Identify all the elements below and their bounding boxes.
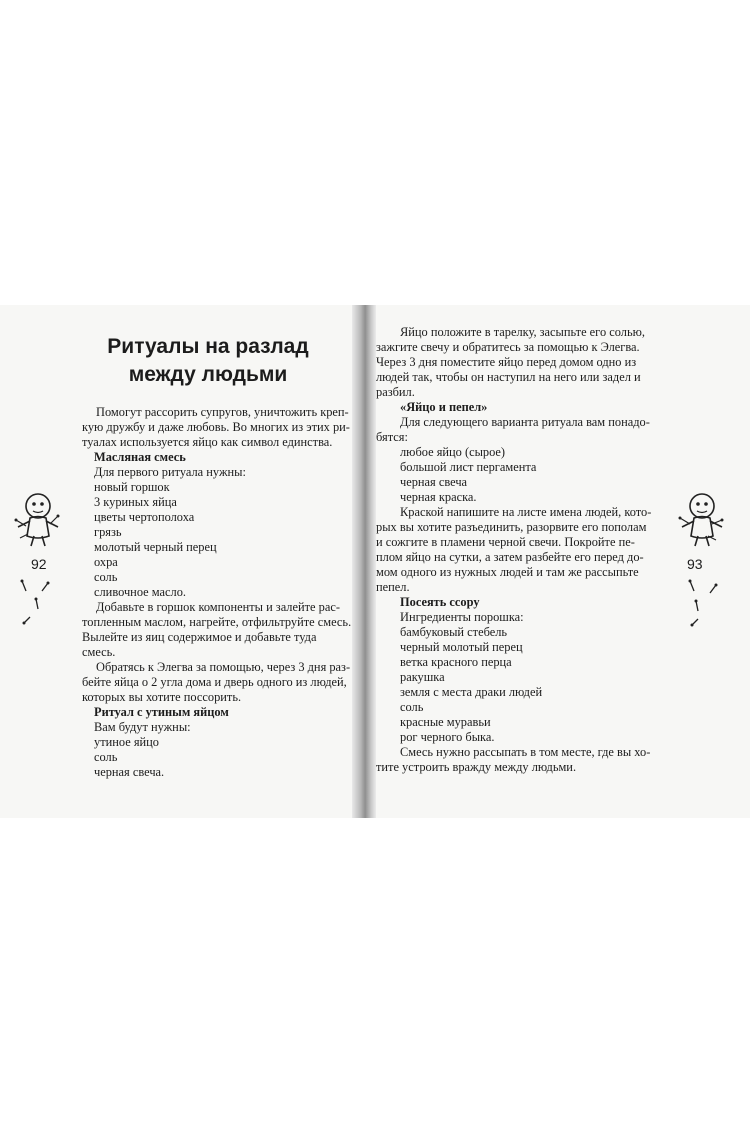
paragraph-line: плом яйцо на сутки, а затем разбейте его перед до-: [376, 550, 644, 564]
list-item: цветы чертополоха: [94, 510, 195, 524]
chapter-title-line-1: Ритуалы на разлад: [107, 335, 309, 358]
pin-icon: [14, 577, 64, 637]
paragraph-line: Краской напишите на листе имена людей, кото-: [400, 505, 652, 519]
list-item: черная свеча: [400, 475, 468, 489]
list-item: охра: [94, 555, 118, 569]
book-gutter: [352, 305, 376, 818]
list-item: ветка красного перца: [400, 655, 512, 669]
list-item: большой лист пергамента: [400, 460, 537, 474]
section-heading: «Яйцо и пепел»: [400, 400, 488, 414]
paragraph-line: Вылейте из яиц содержимое и добавьте туда смесь.: [82, 630, 317, 659]
right-page-text: [376, 325, 676, 775]
list-item: соль: [400, 700, 424, 714]
list-item: красные муравьи: [400, 715, 491, 729]
paragraph-line: Для следующего варианта ритуала вам понадо-: [400, 415, 650, 429]
paragraph-line: людей так, чтобы он наступил на него или задел и: [376, 370, 641, 384]
paragraph-line: Яйцо положите в тарелку, засыпьте его солью,: [400, 325, 645, 339]
paragraph-line: разбил.: [376, 385, 415, 399]
list-item: черная краска.: [400, 490, 477, 504]
paragraph-line: бятся:: [376, 430, 408, 444]
paragraph-line: которых вы хотите поссорить.: [82, 690, 242, 704]
section-heading: Посеять ссору: [400, 595, 480, 609]
list-item: бамбуковый стебель: [400, 625, 508, 639]
voodoo-doll-icon: [14, 490, 64, 550]
paragraph-line: мом одного из нужных людей и там же рассыпьте: [376, 565, 639, 579]
chapter-title-line-2: между людьми: [128, 363, 288, 386]
paragraph-line: кую дружбу и даже любовь. Во многих из этих ри-: [82, 420, 350, 434]
paragraph-line: Добавьте в горшок компоненты и залейте рас-: [96, 600, 340, 614]
list-item: Для первого ритуала нужны:: [94, 465, 246, 479]
list-item: черная свеча.: [94, 765, 165, 779]
list-item: ракушка: [400, 670, 445, 684]
list-item: сливочное масло.: [94, 585, 186, 599]
page-number: 93: [687, 556, 703, 572]
list-item: соль: [94, 750, 118, 764]
paragraph-line: Обратясь к Элегва за помощью, через 3 дня раз-: [96, 660, 351, 674]
page-number: 92: [31, 556, 47, 572]
paragraph-line: туалах используется яйцо как символ единства.: [82, 435, 333, 449]
paragraph-line: Через 3 дня поместите яйцо перед домом одно из: [376, 355, 637, 369]
section-heading: Масляная смесь: [94, 450, 186, 464]
section-heading: Ритуал с утиным яйцом: [94, 705, 229, 719]
list-item: рог черного быка.: [400, 730, 495, 744]
paragraph-line: рых вы хотите разъединить, разорвите его пополам: [376, 520, 647, 534]
list-item: 3 куриных яйца: [94, 495, 177, 509]
list-item: утиное яйцо: [94, 735, 159, 749]
chapter-title: [88, 333, 328, 389]
list-item: Вам будут нужны:: [94, 720, 191, 734]
left-page-text: [82, 405, 352, 780]
list-item: земля с места драки людей: [400, 685, 543, 699]
list-item: черный молотый перец: [400, 640, 523, 654]
list-item: соль: [94, 570, 118, 584]
list-item: Ингредиенты порошка:: [400, 610, 524, 624]
paragraph-line: зажгите свечу и обратитесь за помощью к Элегва.: [376, 340, 640, 354]
voodoo-doll-icon: [676, 490, 726, 550]
list-item: любое яйцо (сырое): [400, 445, 506, 459]
paragraph-line: бейте яйца о 2 угла дома и дверь одного из людей,: [82, 675, 347, 689]
paragraph-line: Смесь нужно рассыпать в том месте, где вы хо-: [400, 745, 651, 759]
paragraph-line: и сожгите в пламени черной свечи. Покройте пе-: [376, 535, 635, 549]
paragraph-line: пепел.: [376, 580, 410, 594]
list-item: грязь: [94, 525, 122, 539]
list-item: молотый черный перец: [94, 540, 217, 554]
paragraph-line: Помогут рассорить супругов, уничтожить креп-: [96, 405, 349, 419]
paragraph-line: тите устроить вражду между людьми.: [376, 760, 577, 774]
list-item: новый горшок: [94, 480, 170, 494]
pin-icon: [676, 577, 726, 637]
paragraph-line: топленным маслом, нагрейте, отфильтруйте смесь.: [82, 615, 352, 629]
